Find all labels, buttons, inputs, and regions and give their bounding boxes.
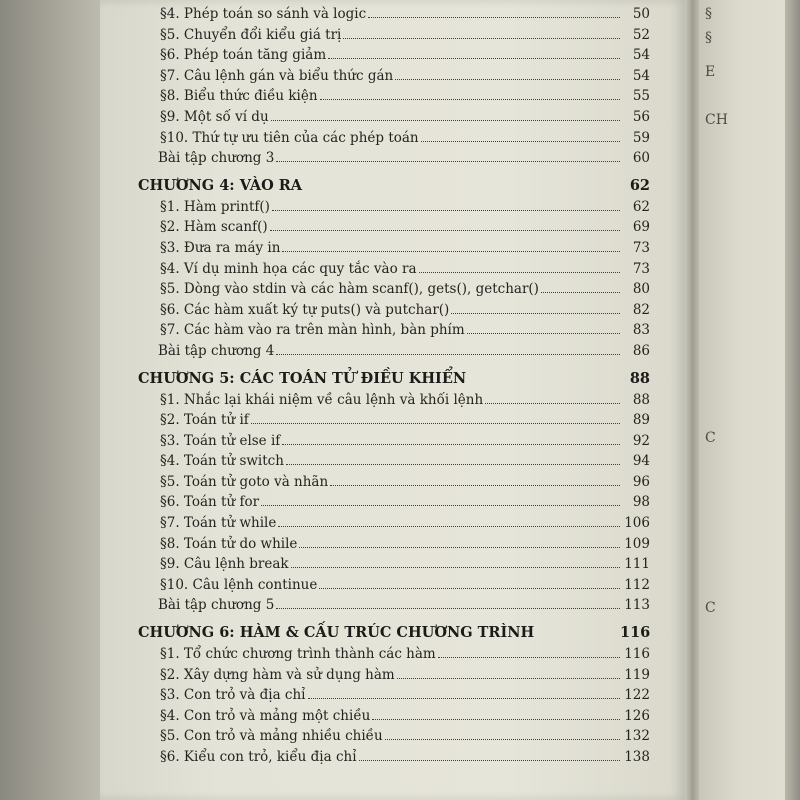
toc-entry-label: §6. Các hàm xuất ký tự puts() và putchar()	[160, 301, 450, 318]
toc-entry-label: §4. Con trỏ và mảng một chiều	[160, 707, 371, 724]
toc-entry-label: §1. Hàm printf()	[160, 198, 270, 215]
toc-entry	[138, 88, 650, 109]
facing-page-fragment: C	[705, 430, 716, 446]
book-left-edge	[0, 0, 100, 800]
toc-entry-page: 132	[624, 728, 650, 745]
dot-leader	[319, 588, 620, 589]
toc-entry	[138, 261, 650, 282]
toc-entry	[138, 433, 650, 454]
toc-entry	[138, 109, 650, 130]
toc-entry-label: §6. Kiểu con trỏ, kiểu địa chỉ	[160, 749, 357, 765]
dot-leader	[251, 423, 620, 424]
dot-leader	[320, 99, 620, 100]
dot-leader	[270, 230, 620, 231]
dot-leader	[261, 505, 620, 506]
dot-leader	[276, 354, 620, 355]
chapter-heading	[138, 624, 650, 646]
chapter-page: 88	[629, 369, 650, 387]
toc-entry-page: 96	[632, 473, 650, 490]
dot-leader	[276, 608, 620, 609]
toc-entry	[138, 343, 650, 364]
toc-entry-label: §4. Toán tử switch	[160, 453, 284, 470]
toc-entry-label: §8. Toán tử do while	[160, 535, 298, 552]
dot-leader	[419, 272, 620, 273]
toc-entry-page: 109	[624, 535, 650, 552]
chapter-page: 116	[620, 624, 651, 642]
toc-entry	[138, 749, 650, 770]
toc-entry-page: 88	[632, 391, 650, 408]
toc-entry-label: §10. Câu lệnh continue	[160, 576, 318, 593]
toc-entry-label: §4. Ví dụ minh họa các quy tắc vào ra	[160, 260, 417, 277]
toc-entry	[138, 199, 650, 220]
toc-entry-label: §5. Chuyển đổi kiểu giá trị	[160, 26, 342, 43]
toc-entry-label: §9. Một số ví dụ	[160, 108, 269, 125]
facing-page-fragment: §	[705, 30, 712, 46]
toc-entry-label: §6. Toán tử for	[160, 494, 260, 511]
dot-leader	[299, 547, 620, 548]
toc-entry-label: §4. Phép toán so sánh và logic	[160, 6, 367, 22]
toc-entry	[138, 687, 650, 708]
toc-entry-label: §8. Biểu thức điều kiện	[160, 88, 318, 105]
toc-entry-page: 59	[632, 129, 650, 146]
toc-entry-page: 73	[632, 239, 650, 256]
toc-entry	[138, 47, 650, 68]
dot-leader	[372, 719, 620, 720]
dot-leader	[438, 657, 620, 658]
toc-entry	[138, 27, 650, 48]
toc-entry-page: 82	[632, 301, 650, 318]
dot-leader	[276, 161, 620, 162]
toc-entry-page: 111	[624, 556, 650, 573]
toc-entry-page: 98	[632, 494, 650, 511]
toc-entry-page: 54	[632, 67, 650, 84]
toc-entry-label: §5. Dòng vào stdin và các hàm scanf(), gets(), getchar()	[160, 281, 539, 298]
dot-leader	[385, 739, 620, 740]
facing-page-fragment: §	[705, 6, 712, 22]
toc-entry-page: 122	[624, 687, 650, 704]
toc-entry-label: §7. Các hàm vào ra trên màn hình, bàn phím	[160, 322, 465, 339]
toc-entry	[138, 219, 650, 240]
toc-entry-page: 69	[632, 219, 650, 236]
toc-entry-label: §7. Toán tử while	[160, 515, 277, 532]
chapter-title: CHƯƠNG 4: VÀO RA	[138, 176, 303, 194]
chapter-heading	[138, 370, 650, 392]
toc-entry-page: 126	[624, 707, 650, 724]
page-edge	[785, 0, 800, 800]
toc-entry-page: 55	[632, 88, 650, 105]
toc-entry	[138, 728, 650, 749]
chapter-page: 62	[629, 176, 650, 194]
dot-leader	[485, 403, 620, 404]
toc-entry-label: §2. Hàm scanf()	[160, 219, 268, 236]
toc-entry-label: §3. Con trỏ và địa chỉ	[160, 687, 306, 704]
toc-entry-page: 89	[632, 412, 650, 429]
toc-entry-page: 106	[624, 515, 650, 532]
dot-leader	[368, 17, 620, 18]
toc-entry	[138, 6, 650, 27]
toc-entry	[138, 646, 650, 667]
toc-entry	[138, 412, 650, 433]
toc-entry-page: 138	[624, 749, 650, 765]
toc-entry-label: §9. Câu lệnh break	[160, 556, 289, 573]
toc-entry-page: 83	[632, 322, 650, 339]
toc-entry	[138, 597, 650, 618]
toc-entry-label: §3. Toán tử else if	[160, 432, 281, 449]
toc-entry-label: Bài tập chương 3	[158, 150, 275, 167]
toc-entry	[138, 392, 650, 413]
dot-leader	[541, 292, 620, 293]
toc-entry-label: §2. Toán tử if	[160, 412, 249, 429]
toc-entry	[138, 536, 650, 557]
dot-leader	[282, 444, 620, 445]
toc-entry	[138, 302, 650, 323]
toc-entry-label: §5. Toán tử goto và nhãn	[160, 473, 329, 490]
chapter-title: CHƯƠNG 5: CÁC TOÁN TỬ ĐIỀU KHIỂN	[138, 369, 467, 387]
chapter-title: CHƯƠNG 6: HÀM & CẤU TRÚC CHƯƠNG TRÌNH	[138, 624, 535, 642]
toc-entry-page: 50	[632, 6, 650, 22]
toc-entry-label: Bài tập chương 5	[158, 597, 275, 614]
chapter-heading	[138, 177, 650, 199]
dot-leader	[359, 760, 620, 761]
toc-entry-page: 86	[632, 342, 650, 359]
toc-entry-label: §10. Thứ tự ưu tiên của các phép toán	[160, 129, 419, 146]
dot-leader	[467, 333, 620, 334]
toc-entry-label: §2. Xây dựng hàm và sử dụng hàm	[160, 666, 395, 683]
dot-leader	[395, 79, 620, 80]
dot-leader	[286, 464, 620, 465]
toc-entry-page: 54	[632, 47, 650, 64]
dot-leader	[282, 251, 620, 252]
dot-leader	[278, 526, 620, 527]
toc-entry-label: §7. Câu lệnh gán và biểu thức gán	[160, 67, 394, 84]
toc-entry	[138, 577, 650, 598]
toc-entry-label: Bài tập chương 4	[158, 342, 275, 359]
toc-entry-page: 60	[632, 150, 650, 167]
toc-entry-page: 116	[624, 646, 650, 663]
toc-entry	[138, 474, 650, 495]
toc-entry	[138, 453, 650, 474]
toc-entry-page: 94	[632, 453, 650, 470]
toc-entry-label: §3. Đưa ra máy in	[160, 239, 281, 256]
table-of-contents	[138, 6, 650, 770]
dot-leader	[291, 567, 620, 568]
facing-page-fragment: CH	[705, 112, 728, 128]
toc-entry-page: 52	[632, 26, 650, 43]
toc-entry-label: §1. Tổ chức chương trình thành các hàm	[160, 646, 436, 663]
toc-entry	[138, 515, 650, 536]
facing-page-fragment: E	[705, 64, 716, 80]
toc-entry	[138, 130, 650, 151]
dot-leader	[421, 141, 620, 142]
toc-entry	[138, 556, 650, 577]
facing-page-fragment: C	[705, 600, 716, 616]
toc-entry	[138, 322, 650, 343]
toc-entry	[138, 667, 650, 688]
toc-entry-page: 112	[624, 576, 650, 593]
toc-entry-page: 80	[632, 281, 650, 298]
toc-entry-page: 73	[632, 260, 650, 277]
toc-entry-label: §5. Con trỏ và mảng nhiều chiều	[160, 728, 383, 745]
toc-entry-page: 62	[632, 198, 650, 215]
dot-leader	[271, 120, 620, 121]
toc-entry-page: 113	[624, 597, 650, 614]
toc-entry	[138, 281, 650, 302]
toc-entry-label: §1. Nhắc lại khái niệm về câu lệnh và khối lệnh	[160, 391, 484, 408]
toc-entry-page: 119	[624, 666, 650, 683]
toc-entry	[138, 240, 650, 261]
dot-leader	[272, 210, 620, 211]
toc-entry	[138, 708, 650, 729]
toc-entry	[138, 494, 650, 515]
toc-entry-page: 92	[632, 432, 650, 449]
dot-leader	[451, 313, 620, 314]
toc-entry-page: 56	[632, 108, 650, 125]
dot-leader	[330, 485, 620, 486]
dot-leader	[308, 698, 620, 699]
dot-leader	[328, 58, 620, 59]
dot-leader	[397, 678, 620, 679]
toc-entry	[138, 150, 650, 171]
dot-leader	[343, 38, 620, 39]
toc-entry	[138, 68, 650, 89]
book-gutter	[685, 0, 699, 800]
toc-entry-label: §6. Phép toán tăng giảm	[160, 47, 327, 64]
